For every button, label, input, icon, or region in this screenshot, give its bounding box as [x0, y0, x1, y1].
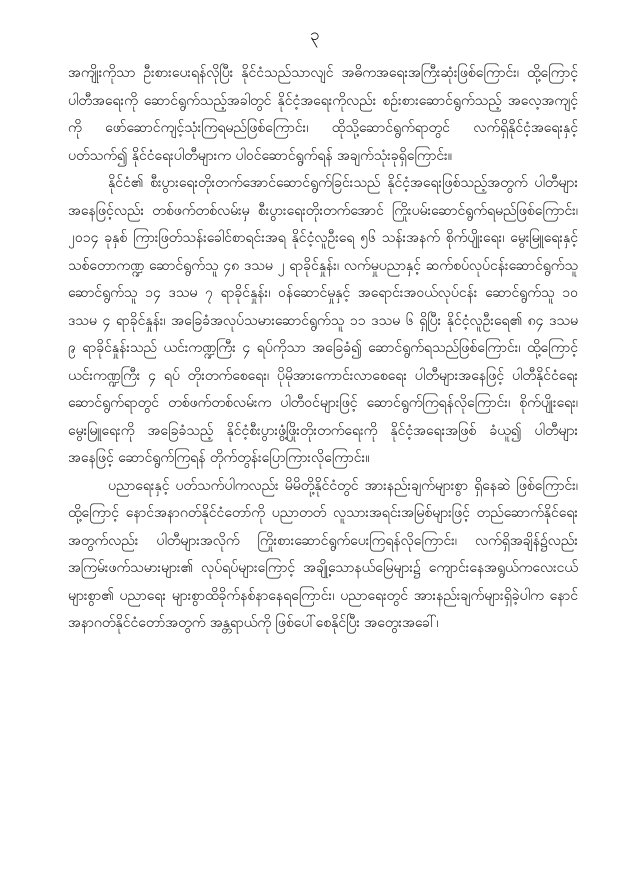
paragraph-2: နိုင်ငံ၏ စီးပွားရေးတိုးတက်အောင်ဆောင်ရွက်ခြင်းသည် နိုင်ငံ့အရေးဖြစ်သည့်အတွက် ပါတီများအနေဖြင့်လည်း တစ်ဖက်တစ်လမ်းမှ စီးပွားရေးတိုးတက်အောင် ကြိုးပမ်းဆောင်ရွက်ရမည်ဖြစ်ကြောင်း၊ ၂၀၁၄ ခုနှစ် ကြားဖြတ်သန်းခေါင်စာရင်းအရ နိုင်ငံ့လူဦးရေ ၅၆ သန်းအနက် စိုက်ပျိုးရေး၊ မွေးမြူရေးနှင့် သစ်တောကဏ္ဍ ဆောင်ရွက်သူ ၄၈ ဒသမ ၂ ရာခိုင်နှုန်း၊ လက်မှုပညာနှင့် ဆက်စပ်လုပ်ငန်းဆောင်ရွက်သူ ဆောင်ရွက်သူ ၁၄ ဒသမ ၇ ရာခိုင်နှုန်း၊ ဝန်ဆောင်မှုနှင့် အရောင်းအဝယ်လုပ်ငန်း ဆောင်ရွက်သူ ၁၀ ဒသမ ၄ ရာခိုင်နှုန်း၊ အခြေခံအလုပ်သမားဆောင်ရွက်သူ ၁၁ ဒသမ ၆ ရှိပြီး နိုင်ငံ့လူဦးရေ၏ ၈၄ ဒသမ ၉ ရာခိုင်နှုန်းသည် ယင်းကဏ္ဍကြီး ၄ ရပ်ကိုသာ အခြေခံ၍ ဆောင်ရွက်ရသည်ဖြစ်ကြောင်း၊ ထို့ကြောင့် ယင်းကဏ္ဍကြီး ၄ ရပ် တိုးတက်စေရေး၊ ပိုမိုအားကောင်းလာစေရေး ပါတီများအနေဖြင့် ပါတီနိုင်ငံရေးဆောင်ရွက်ရာတွင် တစ်ဖက်တစ်လမ်းက ပါတီဝင်များဖြင့် ဆောင်ရွက်ကြရန်လိုကြောင်း၊ စိုက်ပျိုးရေး၊ မွေးမြူရေးကို အခြေခံသည့် နိုင်ငံ့စီးပွားဖွံ့ဖြိုးတိုးတက်ရေးကို နိုင်ငံ့အရေးအဖြစ် ခံယူ၍ ပါတီများအနေဖြင့် ဆောင်ရွက်ကြရန် တိုက်တွန်းပြောကြားလိုကြောင်း။ — [68, 175, 578, 466]
paragraph-3: ပညာရေးနှင့် ပတ်သက်ပါကလည်း မိမိတို့နိုင်ငံတွင် အားနည်းချက်များစွာ ရှိနေဆဲ ဖြစ်ကြောင်း၊ ထို့ကြောင့် နောင်အနာဂတ်နိုင်ငံတော်ကို ပညာတတ် လူသားအရင်းအမြစ်များဖြင့် တည်ဆောက်နိုင်ရေးအတွက်လည်း ပါတီများအလိုက် ကြိုးစားဆောင်ရွက်ပေးကြရန်လိုကြောင်း၊ လက်ရှိအချိန်၌လည်း အကြမ်းဖက်သမားများ၏ လုပ်ရပ်များကြောင့် အချို့သောနယ်မြေများ၌ ကျောင်းနေအရွယ်ကလေးငယ်များစွာ၏ ပညာရေး များစွာထိခိုက်နစ်နာနေရကြောင်း၊ ပညာရေးတွင် အားနည်းချက်များရှိခဲ့ပါက နောင်အနာဂတ်နိုင်ငံတော်အတွက် အန္တရာယ်ကို ဖြစ်ပေါ်စေနိုင်ပြီး အတွေးအခေါ်၊ — [68, 477, 578, 631]
body-text — [68, 60, 578, 638]
page-number: ၃ — [310, 25, 320, 45]
paragraph-1: အကျိုးကိုသာ ဦးစားပေးရန်လိုပြီး နိုင်ငံသည်သာလျင် အဓိကအရေးအကြီးဆုံးဖြစ်ကြောင်း၊ ထို့ကြောင့် ပါတီအရေးကို ဆောင်ရွက်သည့်အခါတွင် နိုင်ငံ့အရေးကိုလည်း စဉ်းစားဆောင်ရွက်သည့် အလေ့အကျင့်ကို ဖော်ဆောင်ကျင့်သုံးကြရမည်ဖြစ်ကြောင်း၊ ထိုသို့ဆောင်ရွက်ရာတွင် လက်ရှိနိုင်ငံ့အရေးနှင့်ပတ်သက်၍ နိုင်ငံရေးပါတီများက ပါဝင်ဆောင်ရွက်ရန် အချက်သုံးခုရှိကြောင်း။ — [68, 65, 578, 164]
